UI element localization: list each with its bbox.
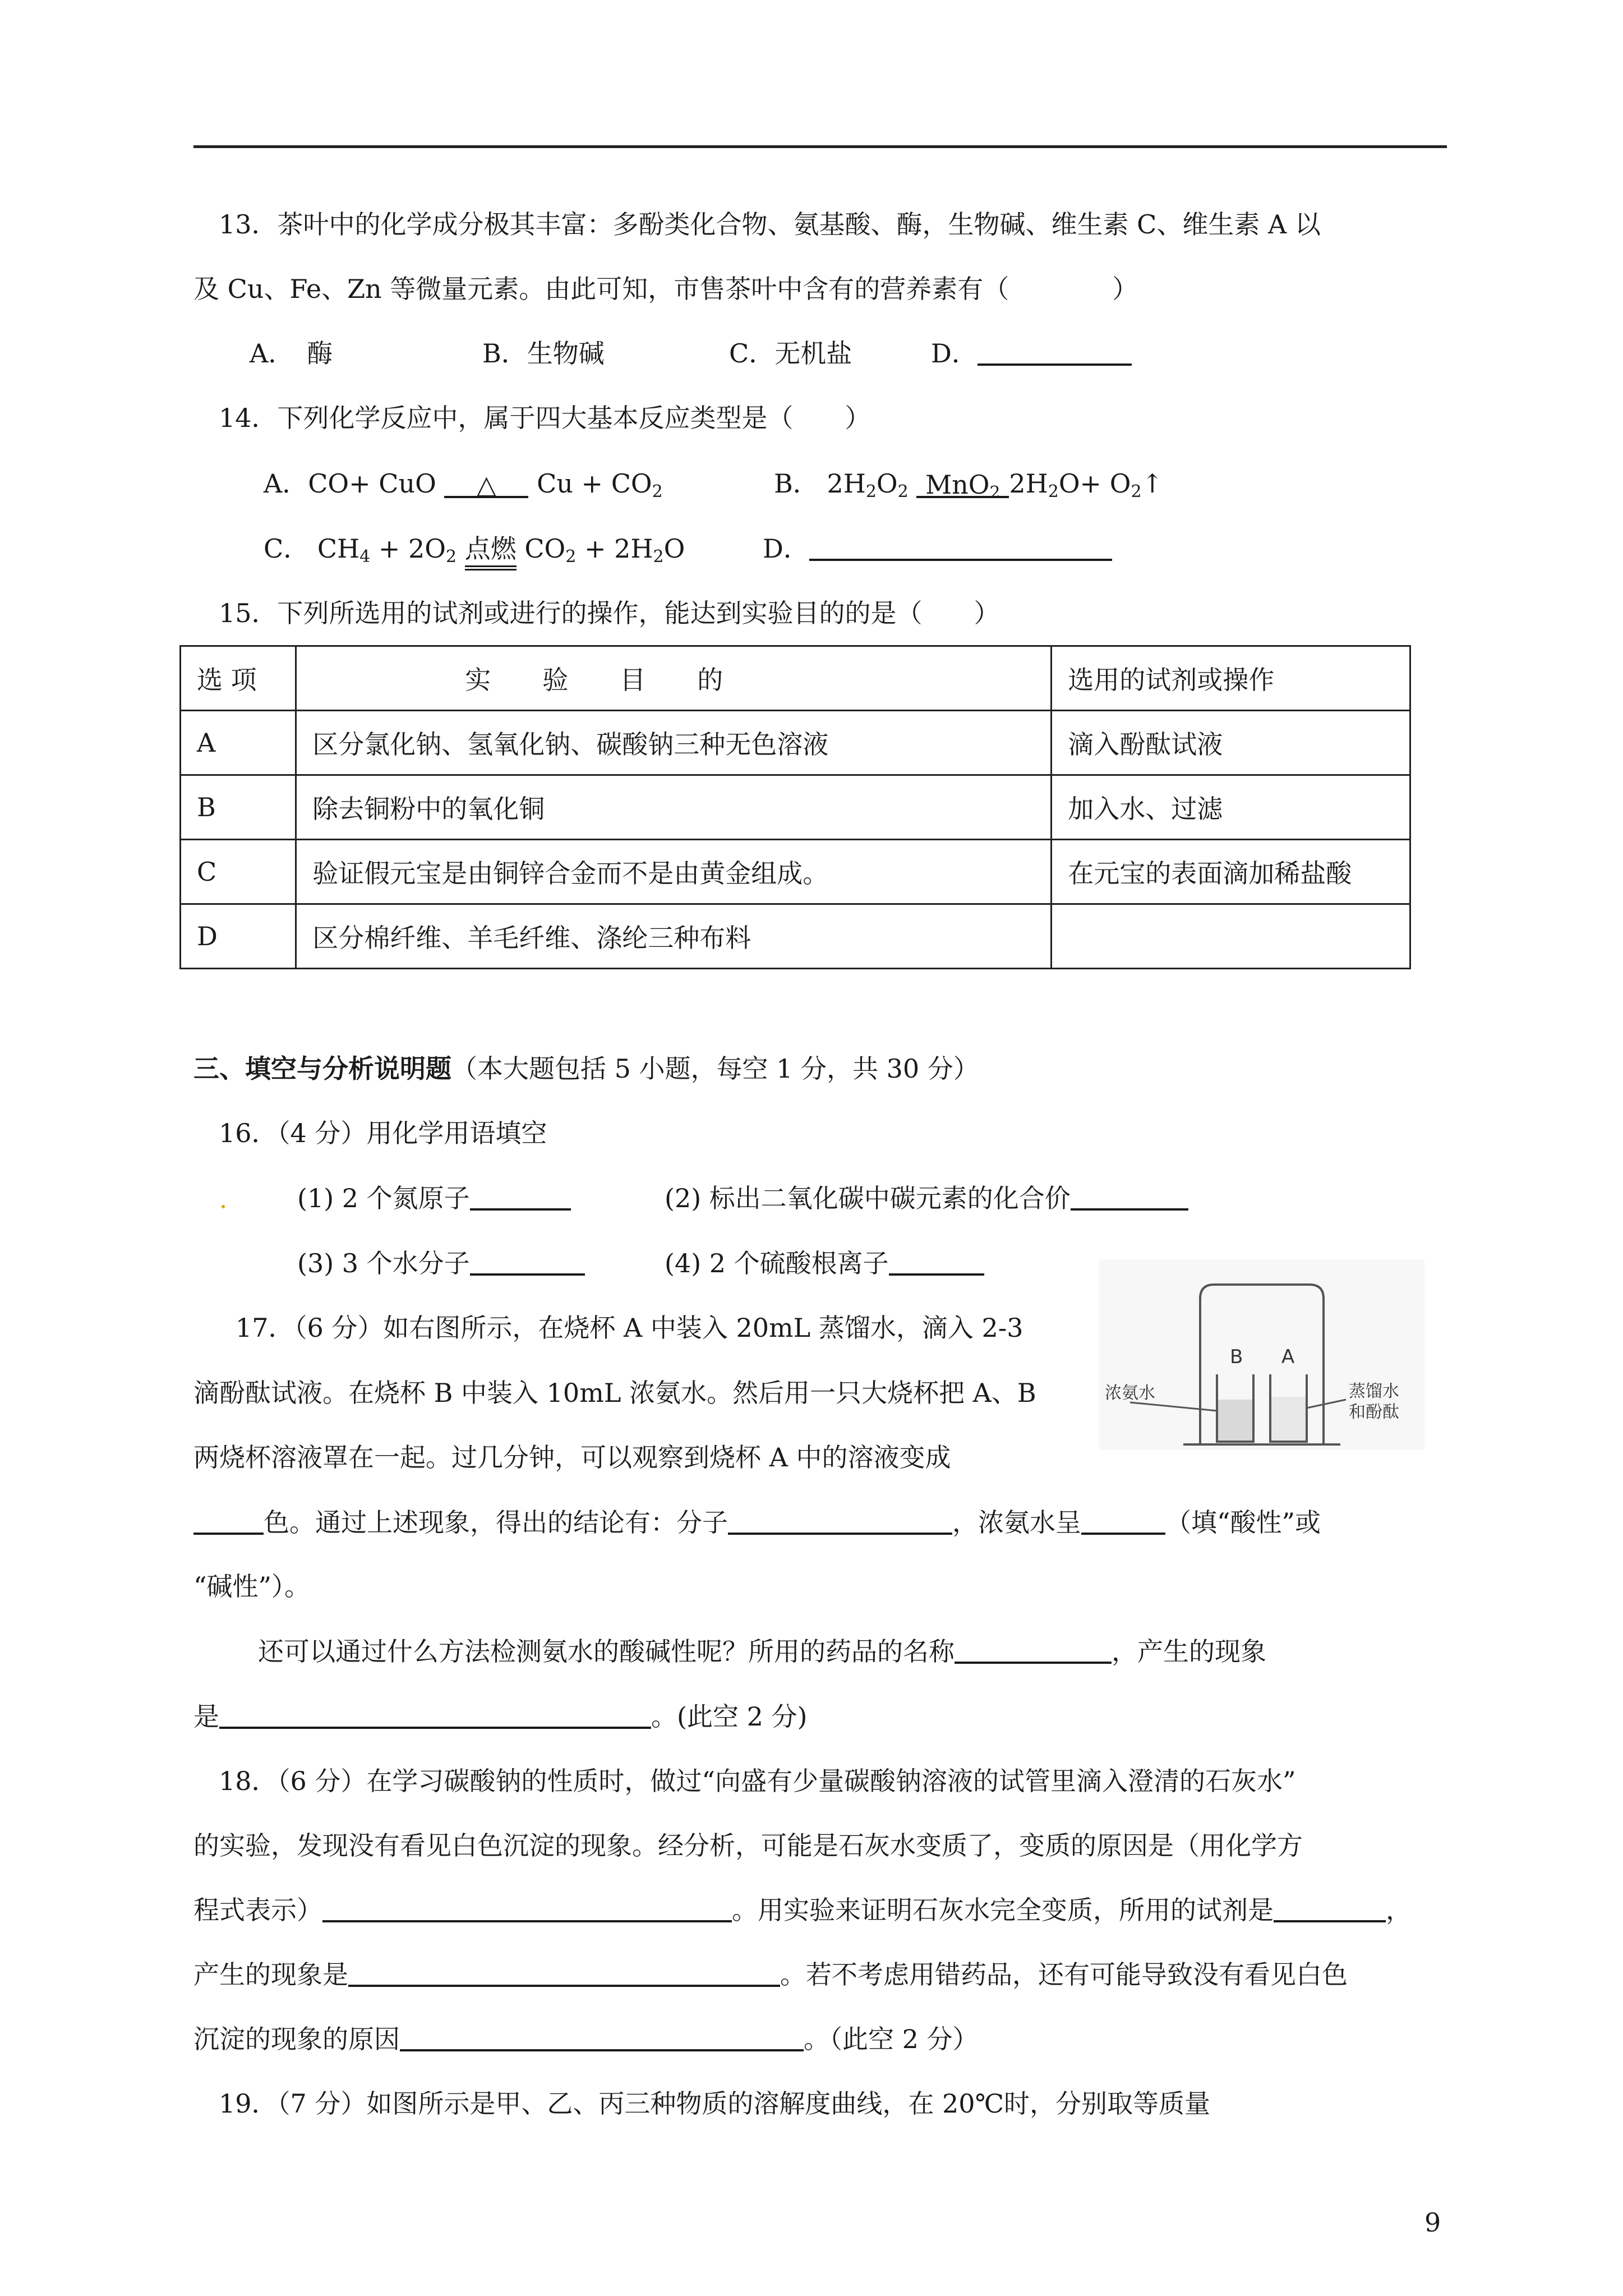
q19-line1: 19．（7 分）如图所示是甲、乙、丙三种物质的溶解度曲线，在 20℃时，分别取等质量 — [219, 2088, 1211, 2119]
q14-b-sub2: 2 — [897, 482, 909, 501]
q13-option-c: C．无机盐 — [729, 338, 852, 369]
q17-acidity-blank — [1081, 1508, 1165, 1535]
q14-b-reactant: 2H — [827, 468, 866, 499]
q17-molecule-blank — [728, 1508, 952, 1535]
q13-option-a: A． 酶 — [250, 338, 333, 369]
section3-heading — [193, 1052, 979, 1085]
table-cell-option: B — [181, 775, 296, 840]
table-cell-reagent: 加入水、过滤 — [1052, 775, 1410, 840]
table-cell-reagent — [1052, 904, 1410, 969]
q18-line3 — [193, 1893, 1412, 1927]
q17-line3: 两烧杯溶液罩在一起。过几分钟，可以观察到烧杯 A 中的溶液变成 — [193, 1442, 951, 1473]
q16-part3-label: (3) 3 个水分子 — [297, 1248, 470, 1278]
q14-c-product1: CO — [524, 533, 566, 564]
section3-note: （本大题包括 5 小题，每空 1 分，共 30 分） — [451, 1053, 979, 1084]
q14-option-a — [264, 467, 663, 500]
q13-option-b: B．生物碱 — [482, 338, 605, 369]
q13-option-d-label: D． — [931, 338, 978, 369]
q14-b-condition — [916, 468, 1009, 503]
gas-arrow-icon: ↑ — [1141, 468, 1164, 499]
table-row — [181, 904, 1410, 969]
q14-c-sub3: 2 — [565, 547, 577, 567]
section3-title: 三、填空与分析说明题 — [193, 1053, 451, 1084]
q17-line5: “碱性”）。 — [193, 1571, 311, 1602]
q14-stem: 14．下列化学反应中，属于四大基本反应类型是（ ） — [219, 403, 871, 433]
q14-a-products: Cu + CO — [537, 468, 652, 499]
table-cell-option: C — [181, 840, 296, 904]
table-cell-reagent: 在元宝的表面滴加稀盐酸 — [1052, 840, 1410, 904]
table-cell-option: D — [181, 904, 296, 969]
q17-line1: 17．（6 分）如右图所示，在烧杯 A 中装入 20mL 蒸馏水，滴入 2-3 — [236, 1313, 1023, 1343]
q18-line5-text2: 。（此空 2 分） — [804, 2024, 979, 2054]
q18-reagent-blank — [1274, 1895, 1386, 1922]
q14-option-c — [264, 532, 685, 570]
beaker-b-liquid — [1218, 1400, 1252, 1441]
q17-phenomenon-blank — [219, 1702, 651, 1729]
table-cell-purpose: 除去铜粉中的氧化铜 — [296, 775, 1052, 840]
q14-option-d — [763, 532, 1112, 565]
q14-a-condition: △ — [444, 468, 528, 498]
q17-line4-text2: ，浓氨水呈 — [952, 1507, 1081, 1538]
q17-beaker-figure — [1099, 1259, 1424, 1450]
label-phenolphthalein: 和酚酞 — [1349, 1402, 1399, 1422]
q14-option-b — [774, 467, 1164, 503]
q18-line3-text2: 。用实验来证明石灰水完全变质，所用的试剂是 — [732, 1895, 1274, 1925]
q14-c-product2-o: O — [663, 533, 685, 564]
q14-c-sub4: 2 — [653, 547, 664, 567]
q16-part3 — [297, 1246, 585, 1280]
q16-part4 — [665, 1246, 984, 1280]
q14-a-reactants: CO+ CuO — [308, 468, 436, 499]
table-cell-option: A — [181, 711, 296, 775]
q17-line7-text1: 是 — [193, 1701, 219, 1732]
q17-reagent-blank — [955, 1637, 1112, 1664]
q17-line4-text1: 色。通过上述现象，得出的结论有：分子 — [264, 1507, 728, 1538]
table-cell-purpose: 区分棉纤维、羊毛纤维、涤纶三种布料 — [296, 904, 1052, 969]
header-rule — [193, 145, 1447, 148]
q15-table — [179, 645, 1411, 969]
decorative-dot — [222, 1205, 225, 1208]
q14-b-product1: 2H — [1009, 468, 1048, 499]
q14-b-product2: O+ O — [1058, 468, 1131, 499]
table-row — [181, 775, 1410, 840]
q16-part2-blank — [1071, 1184, 1188, 1211]
q14-a-label: A． — [264, 468, 308, 499]
q17-line4 — [193, 1506, 1321, 1539]
label-ammonia: 浓氨水 — [1105, 1383, 1155, 1403]
q18-line5-text1: 沉淀的现象的原因 — [193, 2024, 400, 2054]
q14-b-sub4: 2 — [1131, 482, 1142, 501]
table-row — [181, 711, 1410, 775]
q16-part2 — [665, 1181, 1188, 1215]
q18-line5 — [193, 2022, 979, 2056]
q17-line6-text1: 还可以通过什么方法检测氨水的酸碱性呢？所用的药品的名称 — [258, 1636, 955, 1667]
beaker-a-liquid — [1271, 1397, 1306, 1441]
q13-answer-blank — [978, 339, 1132, 366]
q14-c-sub2: 2 — [446, 547, 457, 567]
q18-line3-text1: 程式表示） — [193, 1895, 322, 1925]
q16-part1 — [297, 1181, 571, 1215]
table-cell-reagent: 滴入酚酞试液 — [1052, 711, 1410, 775]
q18-line3-text3: ， — [1386, 1895, 1412, 1925]
q13-option-d — [931, 337, 1132, 370]
q14-b-label: B． — [774, 468, 819, 499]
q16-stem: 16．（4 分）用化学用语填空 — [219, 1118, 547, 1148]
q16-part4-blank — [889, 1249, 984, 1276]
q13-line2: 及 Cu、Fe、Zn 等微量元素。由此可知，市售茶叶中含有的营养素有（ ） — [193, 274, 1138, 304]
q18-reason-blank — [400, 2024, 804, 2051]
q13-line1: 13．茶叶中的化学成分极其丰富：多酚类化合物、氨基酸、酶，生物碱、维生素 C、维生素 A 以 — [219, 209, 1321, 240]
q14-d-label: D． — [763, 533, 809, 564]
q18-line2: 的实验，发现没有看见白色沉淀的现象。经分析，可能是石灰水变质了，变质的原因是（用化学方 — [193, 1830, 1303, 1861]
label-water: 蒸馏水 — [1349, 1382, 1399, 1401]
q16-part4-label: (4) 2 个硫酸根离子 — [665, 1248, 889, 1278]
q16-part3-blank — [470, 1249, 585, 1276]
q17-color-blank — [193, 1508, 264, 1535]
q14-c-condition: 点燃 — [465, 532, 517, 570]
q18-line4-text2: 。若不考虑用错药品，还有可能导致没有看见白色 — [780, 1959, 1348, 1990]
q18-line4-text1: 产生的现象是 — [193, 1959, 348, 1990]
q14-c-product2: + 2H — [576, 533, 653, 564]
q16-part1-label: (1) 2 个氮原子 — [297, 1183, 470, 1213]
page-number: 9 — [1424, 2207, 1441, 2238]
q14-c-sub1: 4 — [359, 547, 371, 567]
q18-equation-blank — [322, 1895, 732, 1922]
q18-phenomenon-blank — [348, 1960, 780, 1987]
q17-line7 — [193, 1700, 807, 1733]
table-header-reagent: 选用的试剂或操作 — [1052, 646, 1410, 711]
q14-b-sub3: 2 — [1048, 482, 1059, 501]
q14-answer-blank — [809, 534, 1112, 561]
q17-line6-text2: ，产生的现象 — [1112, 1636, 1266, 1667]
q17-line2: 滴酚酞试液。在烧杯 B 中装入 10mL 浓氨水。然后用一只大烧杯把 A、B — [193, 1378, 1036, 1408]
q14-c-reactant2: + 2O — [370, 533, 446, 564]
table-cell-purpose: 验证假元宝是由铜锌合金而不是由黄金组成。 — [296, 840, 1052, 904]
table-cell-purpose: 区分氯化钠、氢氧化钠、碳酸钠三种无色溶液 — [296, 711, 1052, 775]
table-row — [181, 840, 1410, 904]
label-a: A — [1281, 1346, 1295, 1368]
q16-part2-label: (2) 标出二氧化碳中碳元素的化合价 — [665, 1183, 1071, 1213]
q17-line4-text3: （填“酸性”或 — [1165, 1507, 1321, 1538]
label-b: B — [1230, 1346, 1243, 1368]
table-header-row — [181, 646, 1410, 711]
q18-line1: 18．（6 分）在学习碳酸钠的性质时，做过“向盛有少量碳酸钠溶液的试管里滴入澄清的石灰水” — [219, 1766, 1296, 1796]
q14-b-catalyst-sub: 2 — [989, 483, 1000, 503]
q18-line4 — [193, 1958, 1348, 1991]
table-header-option: 选 项 — [181, 646, 296, 711]
q14-b-sub1: 2 — [865, 482, 877, 501]
q14-c-label: C． — [264, 533, 310, 564]
q14-b-catalyst: MnO — [925, 470, 990, 500]
q15-stem: 15．下列所选用的试剂或进行的操作，能达到实验目的的是（ ） — [219, 598, 1000, 628]
q14-b-o: O — [876, 468, 898, 499]
q17-line6 — [258, 1635, 1266, 1668]
q14-a-sub: 2 — [652, 482, 663, 501]
table-header-purpose: 实 验 目 的 — [296, 646, 1052, 711]
q17-line7-text2: 。(此空 2 分) — [651, 1701, 808, 1732]
q16-part1-blank — [470, 1184, 571, 1211]
q14-c-reactant1: CH — [317, 533, 360, 564]
